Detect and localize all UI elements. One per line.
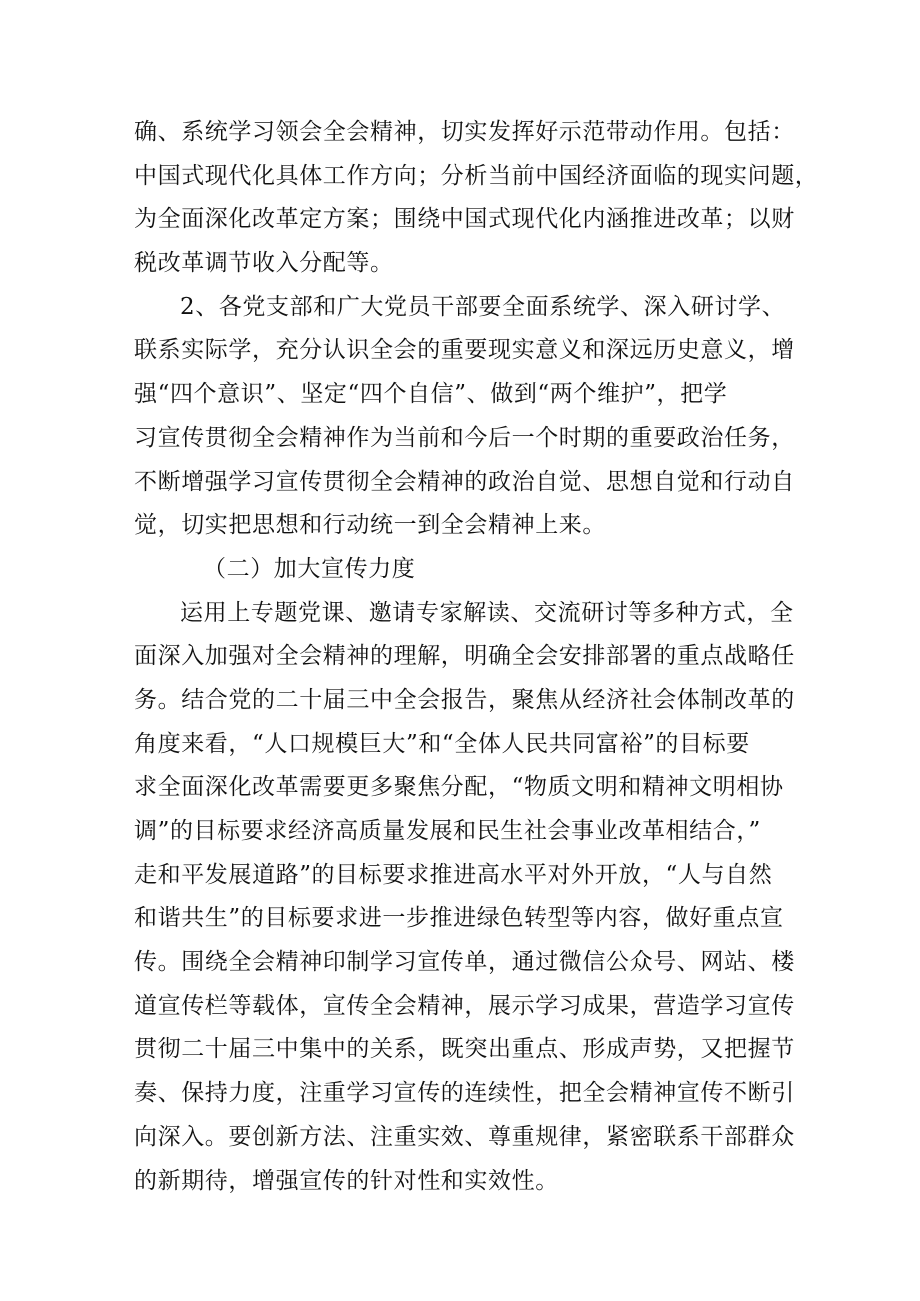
text-line-paragraph-start: 运用上专题党课、邀请专家解读、交流研讨等多种方式，全 xyxy=(180,599,794,626)
text-line: 求全面深化改革需要更多聚焦分配，“物质文明和精神文明相协 xyxy=(134,774,784,801)
text-line: 传。围绕全会精神印制学习宣传单，通过微信公众号、网站、楼 xyxy=(134,949,795,976)
section-heading: （二）加大宣传力度 xyxy=(203,555,416,582)
text-line: 道宣传栏等载体，宣传全会精神，展示学习成果，营造学习宣传 xyxy=(134,992,795,1019)
text-line: 觉，切实把思想和行动统一到全会精神上来。 xyxy=(134,512,606,539)
text-line-paragraph-start: 2、各党支部和广大党员干部要全面系统学、深入研讨学、 xyxy=(180,293,786,320)
text-line: 向深入。要创新方法、注重实效、尊重规律，紧密联系干部群众 xyxy=(134,1123,795,1150)
document-body xyxy=(134,111,819,1203)
text-line: 强“四个意识”、坚定“四个自信”、做到“两个维护”，把学 xyxy=(134,381,728,408)
text-line: 为全面深化改革定方案；围绕中国式现代化内涵推进改革；以财 xyxy=(134,206,795,233)
text-line: 税改革调节收入分配等。 xyxy=(134,250,394,277)
text-line: 务。结合党的二十届三中全会报告，聚焦从经济社会体制改革的 xyxy=(134,686,795,713)
text-line: 贯彻二十届三中集中的关系，既突出重点、形成声势，又把握节 xyxy=(134,1036,795,1063)
text-line: 走和平发展道路”的目标要求推进高水平对外开放，“人与自然 xyxy=(134,861,773,888)
text-line: 奏、保持力度，注重学习宣传的连续性，把全会精神宣传不断引 xyxy=(134,1080,795,1107)
text-line: 的新期待，增强宣传的针对性和实效性。 xyxy=(134,1167,559,1194)
text-line: 不断增强学习宣传贯彻全会精神的政治自觉、思想自觉和行动自 xyxy=(134,468,795,495)
text-line: 和谐共生”的目标要求进一步推进绿色转型等内容，做好重点宣 xyxy=(134,905,784,932)
text-line: 确、系统学习领会全会精神，切实发挥好示范带动作用。包括： xyxy=(134,119,795,145)
text-line: 中国式现代化具体工作方向；分析当前中国经济面临的现实问题， xyxy=(134,162,819,189)
text-line: 习宣传贯彻全会精神作为当前和今后一个时期的重要政治任务， xyxy=(134,424,795,451)
text-line: 面深入加强对全会精神的理解，明确全会安排部署的重点战略任 xyxy=(134,643,795,670)
text-line: 角度来看，“人口规模巨大”和“全体人民共同富裕”的目标要 xyxy=(134,730,750,757)
text-line: 调”的目标要求经济高质量发展和民生社会事业改革相结合，” xyxy=(134,818,761,844)
text-line: 联系实际学，充分认识全会的重要现实意义和深远历史意义，增 xyxy=(134,337,795,364)
